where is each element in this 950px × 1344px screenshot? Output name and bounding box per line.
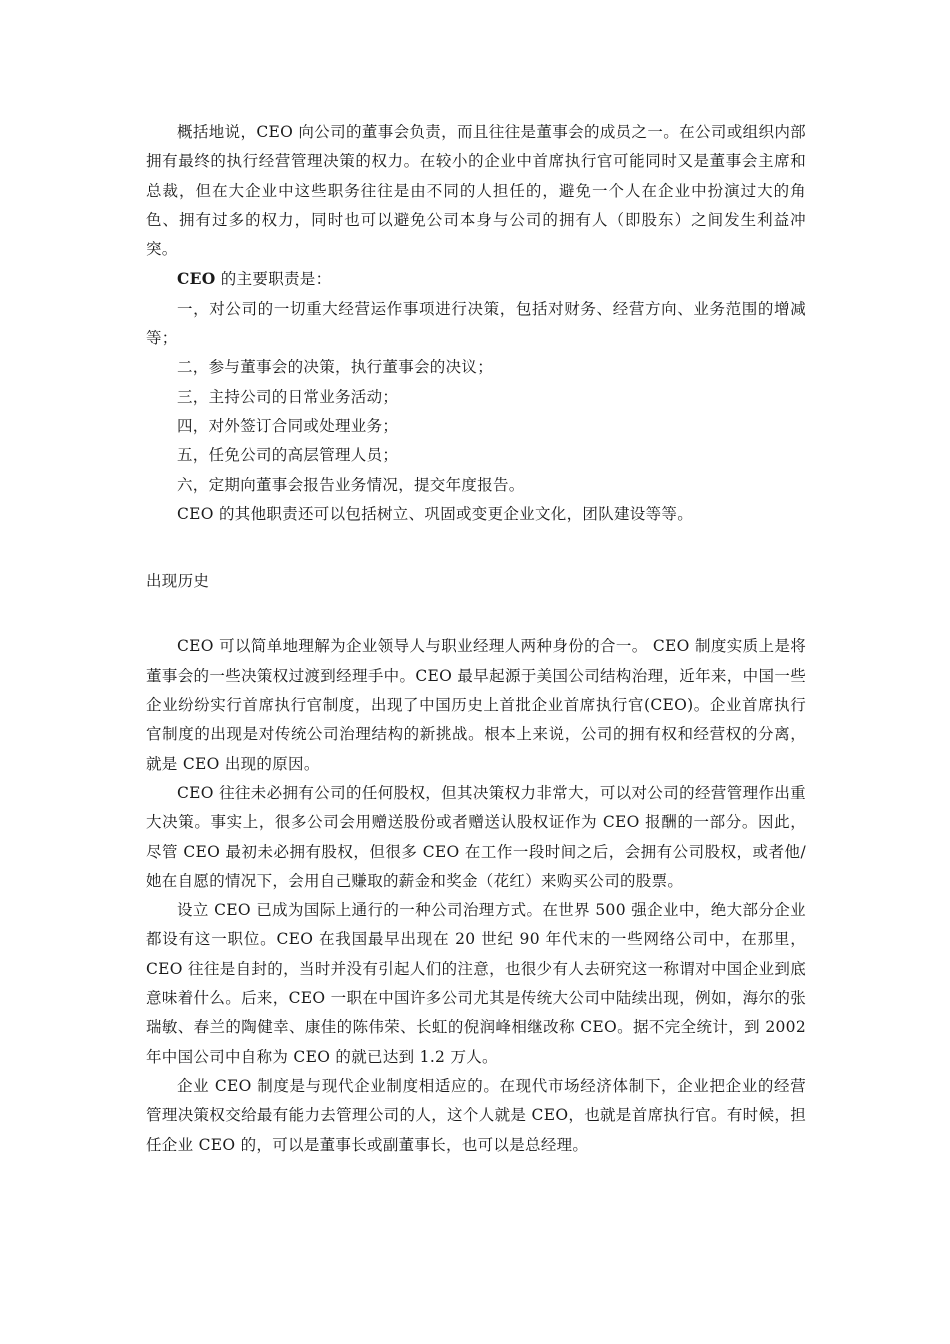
duty-item-1: 一，对公司的一切重大经营运作事项进行决策，包括对财务、经营方向、业务范围的增减等； (146, 299, 806, 348)
history-paragraph-1: CEO 可以简单地理解为企业领导人与职业经理人两种身份的合一。 CEO 制度实质上是将董事会的一些决策权过渡到经理手中。CEO 最早起源于美国公司结构治理，近年来，中国一些企业纷纷实行首席执行官制度，出现了中国历史上首批企业首席执行官(CEO)。企业首席执行官制度的出现是对传统公司治理结构的新挑战。根本上来说，公司的拥有权和经营权的分离，就是 CEO 出现的原因。 (146, 637, 806, 773)
history-paragraph-2: CEO 往往未必拥有公司的任何股权，但其决策权力非常大，可以对公司的经营管理作出重大决策。事实上，很多公司会用赠送股份或者赠送认股权证作为 CEO 报酬的一部分。因此，尽管 CEO 最初未必拥有股权，但很多 CEO 在工作一段时间之后，会拥有公司股权，或者他/她在自愿的情况下，会用自己赚取的薪金和奖金（花红）来购买公司的股票。 (146, 783, 806, 890)
duties-intro-ceo: CEO (177, 269, 216, 289)
section-heading-history: 出现历史 (146, 572, 210, 591)
history-paragraph-3: 设立 CEO 已成为国际上通行的一种公司治理方式。在世界 500 强企业中，绝大部分企业都设有这一职位。CEO 在我国最早出现在 20 世纪 90 年代末的一些网络公司中，在那里，CEO 往往是自封的，当时并没有引起人们的注意，也很少有人去研究这一称谓对中国企业到底意味着什么。后来，CEO 一职在中国许多公司尤其是传统大公司中陆续出现，例如，海尔的张瑞敏、春兰的陶健幸、康佳的陈伟荣、长虹的倪润峰相继改称 CEO。据不完全统计，到 2002 年中国公司中自称为 CEO 的就已达到 1.2 万人。 (146, 901, 806, 1066)
duties-intro-text: 的主要职责是： (215, 270, 332, 289)
duty-item-6: 六，定期向董事会报告业务情况，提交年度报告。 (177, 475, 525, 494)
history-paragraph-4: 企业 CEO 制度是与现代企业制度相适应的。在现代市场经济体制下，企业把企业的经营管理决策权交给最有能力去管理公司的人，这个人就是 CEO，也就是首席执行官。有时候，担任企业 CEO 的，可以是董事长或副董事长，也可以是总经理。 (146, 1076, 806, 1154)
other-duties-paragraph: CEO 的其他职责还可以包括树立、巩固或变更企业文化，团队建设等等。 (177, 504, 694, 523)
duty-item-2: 二，参与董事会的决策，执行董事会的决议； (177, 358, 494, 377)
document-page (146, 118, 806, 1160)
intro-paragraph: 概括地说，CEO 向公司的董事会负责，而且往往是董事会的成员之一。在公司或组织内部拥有最终的执行经营管理决策的权力。在较小的企业中首席执行官可能同时又是董事会主席和总裁，但在大企业中这些职务往往是由不同的人担任的，避免一个人在企业中扮演过大的角色、拥有过多的权力，同时也可以避免公司本身与公司的拥有人（即股东）之间发生利益冲突。 (146, 123, 806, 259)
duty-item-3: 三，主持公司的日常业务活动； (177, 387, 399, 406)
duties-intro (146, 264, 806, 294)
duty-item-5: 五，任免公司的高层管理人员； (177, 446, 399, 465)
duty-item-4: 四，对外签订合同或处理业务； (177, 416, 399, 435)
